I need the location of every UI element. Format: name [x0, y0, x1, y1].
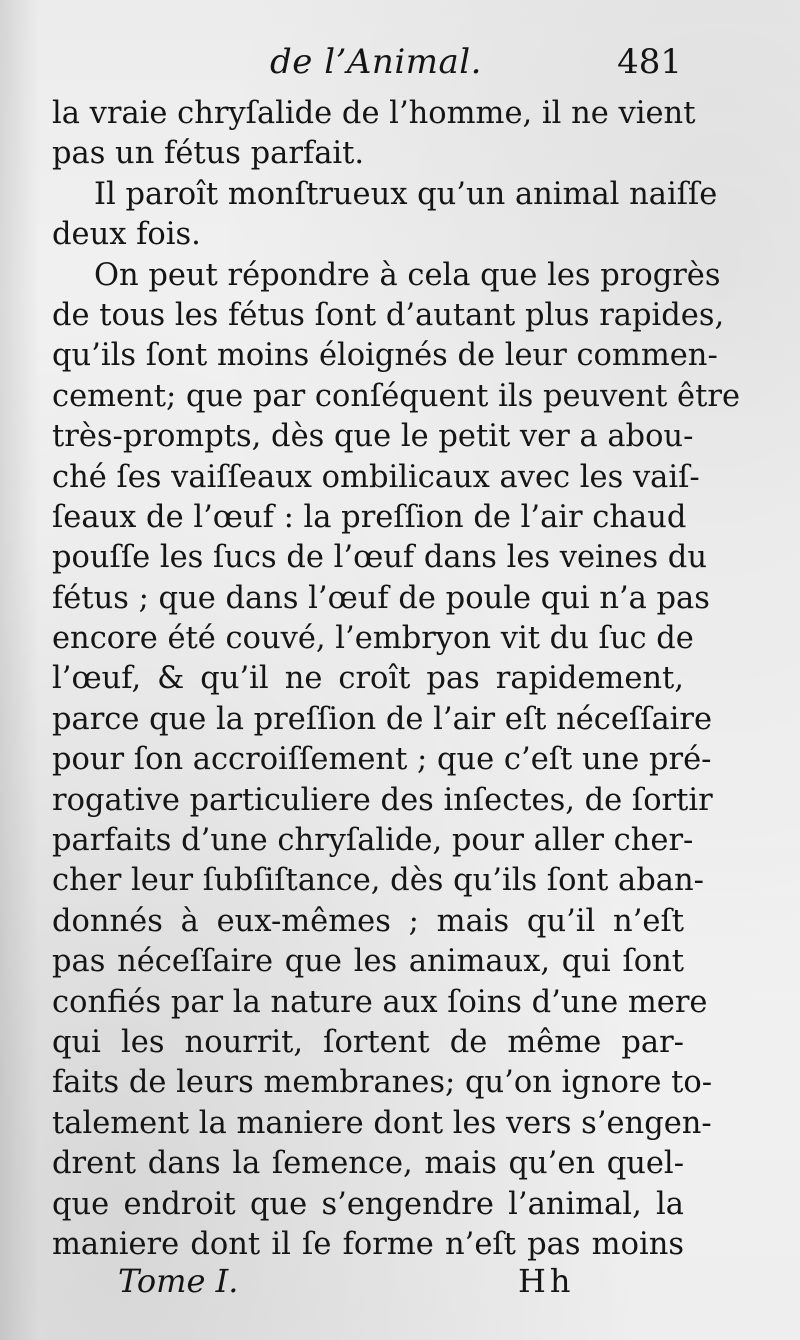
text-line: qui les nourrit, ſortent de même par-: [52, 1024, 684, 1060]
gutter-shadow: [0, 0, 40, 1340]
text-line: ſeaux de l’œuf : la preſſion de l’air chaud: [52, 499, 687, 535]
signature-mark: Hh: [518, 1262, 575, 1300]
text-line: deux fois.: [52, 217, 201, 253]
text-line: la vraie chryſalide de l’homme, il ne vient: [52, 96, 696, 131]
text-line: pour ſon accroiſſement ; que c’eſt une pré-: [52, 742, 712, 778]
text-line: donnés à eux-mêmes ; mais qu’il n’eſt: [52, 903, 684, 939]
text-line: qu’ils ſont moins éloignés de leur commen-: [52, 338, 718, 374]
page-number: 481: [617, 42, 682, 82]
text-line: On peut répondre à cela que les progrès: [94, 257, 721, 293]
body-text: [52, 94, 740, 1265]
text-line: très-prompts, dès que le petit ver a abou-: [52, 419, 694, 455]
text-line: confiés par la nature aux ſoins d’une mere: [52, 984, 708, 1020]
volume-label: Tome I.: [118, 1262, 239, 1300]
text-line: maniere dont il ſe forme n’eſt pas moins: [52, 1226, 684, 1262]
text-line: encore été couvé, l’embryon vit du ſuc de: [52, 621, 694, 657]
text-line: parce que la preſſion de l’air eſt néceſſaire: [52, 701, 713, 737]
text-line: talement la maniere dont les vers s’engen-: [52, 1105, 712, 1141]
text-line: pas néceſſaire que les animaux, qui ſont: [52, 944, 684, 980]
text-line: que endroit que s’engendre l’animal, la: [52, 1186, 684, 1222]
text-line: drent dans la ſemence, mais qu’en quel-: [52, 1146, 684, 1182]
text-line: pas un fétus parfait.: [52, 136, 365, 172]
text-line: pouſſe les ſucs de l’œuf dans les veines du: [52, 540, 707, 576]
text-line: ché ſes vaiſſeaux ombilicaux avec les vaiſ-: [52, 459, 700, 495]
text-line: l’œuf, & qu’il ne croît pas rapidement,: [52, 661, 684, 697]
text-line: cher leur ſubſiſtance, dès qu’ils ſont aban-: [52, 863, 704, 899]
running-head: de l’Animal.: [270, 42, 482, 82]
text-line: cement; que par conſéquent ils peuvent être: [52, 378, 740, 414]
text-line: fétus ; que dans l’œuf de poule qui n’a pas: [52, 580, 710, 616]
text-line: Il paroît monſtrueux qu’un animal naiſſe: [94, 176, 718, 212]
text-line: de tous les fétus ſont d’autant plus rapides,: [52, 297, 725, 333]
text-line: rogative particuliere des inſectes, de ſortir: [52, 782, 713, 818]
text-line: faits de leurs membranes; qu’on ignore to-: [52, 1065, 713, 1101]
text-line: parfaits d’une chryſalide, pour aller cher-: [52, 823, 694, 859]
